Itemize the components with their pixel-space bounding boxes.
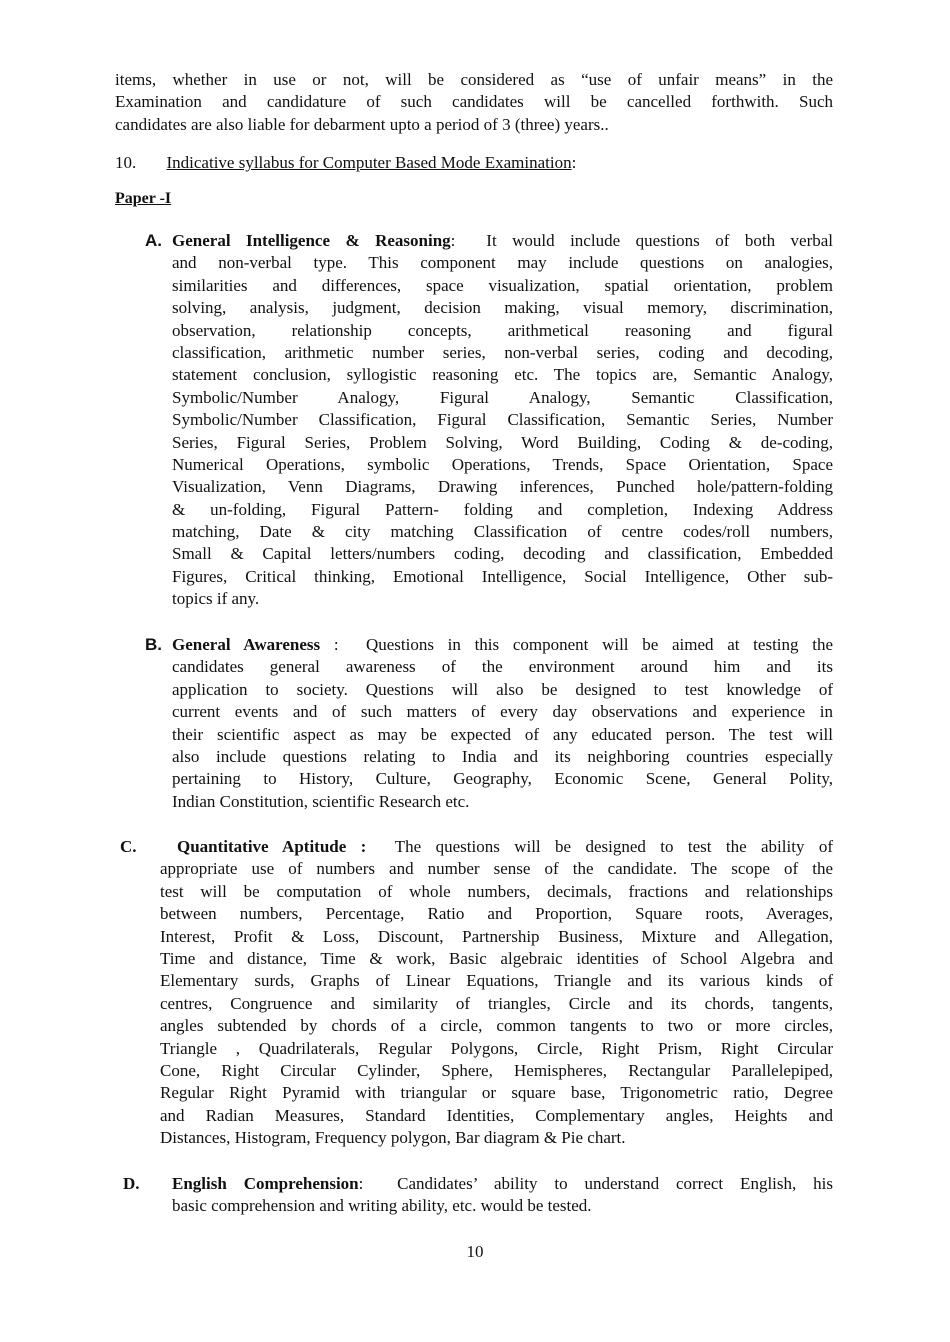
text-line: Indian Constitution, scientific Research etc. <box>172 791 470 811</box>
item-text: : Questions in this component will be aimed at testing the <box>320 635 833 654</box>
text-line: current events and of such matters of every day observations and experience in <box>172 702 833 722</box>
text-line: matching, Date & city matching Classification of centre codes/roll numbers, <box>172 522 833 542</box>
text-line: Visualization, Venn Diagrams, Drawing inferences, Punched hole/pattern-folding <box>172 477 833 497</box>
text-line <box>172 230 833 252</box>
text-line: appropriate use of numbers and number sense of the candidate. The scope of the <box>160 859 833 879</box>
item-label: A. <box>145 231 162 250</box>
section-title: Indicative syllabus for Computer Based Mode Examination <box>166 153 572 172</box>
text-line: Elementary surds, Graphs of Linear Equations, Triangle and its various kinds of <box>160 971 833 991</box>
text-line: candidates general awareness of the environment around him and its <box>172 657 833 677</box>
text-line: statement conclusion, syllogistic reasoning etc. The topics are, Semantic Analogy, <box>172 365 833 385</box>
item-text: The questions will be designed to test the ability of <box>366 837 833 856</box>
item-title: Quantitative Aptitude : <box>177 837 367 856</box>
intro-paragraph <box>115 69 833 136</box>
text-line: also include questions relating to India and its neighboring countries especially <box>172 746 833 766</box>
text-line: and non-verbal type. This component may include questions on analogies, <box>172 253 833 273</box>
text-line: solving, analysis, judgment, decision making, visual memory, discrimination, <box>172 298 833 318</box>
page-number: 10 <box>466 1242 484 1261</box>
item-title: General Awareness <box>172 635 321 654</box>
text-line: similarities and differences, space visualization, spatial orientation, problem <box>172 275 833 295</box>
text-line: Small & Capital letters/numbers coding, decoding and classification, Embedded <box>172 544 833 564</box>
text-line: classification, arithmetic number series, non-verbal series, coding and decoding, <box>172 342 833 362</box>
text-line: angles subtended by chords of a circle, common tangents to two or more circles, <box>160 1016 833 1036</box>
item-label: D. <box>123 1174 140 1193</box>
text-line: Time and distance, Time & work, Basic algebraic identities of School Algebra and <box>160 948 833 968</box>
item-title: General Intelligence & Reasoning <box>172 231 451 250</box>
text-line: basic comprehension and writing ability, etc. would be tested. <box>172 1196 592 1216</box>
text-line: items, whether in use or not, will be considered as “use of unfair means” in the <box>115 70 833 89</box>
text-line <box>172 1173 833 1195</box>
text-line: Numerical Operations, symbolic Operations, Trends, Space Orientation, Space <box>172 454 833 474</box>
text-line: Distances, Histogram, Frequency polygon, Bar diagram & Pie chart. <box>160 1128 626 1148</box>
item-text: : It would include questions of both verbal <box>450 231 834 250</box>
text-line: Interest, Profit & Loss, Discount, Partnership Business, Mixture and Allegation, <box>160 926 833 946</box>
text-line <box>160 836 833 858</box>
text-line: centres, Congruence and similarity of triangles, Circle and its chords, tangents, <box>160 993 833 1013</box>
text-line: their scientific aspect as may be expected of any educated person. The test will <box>172 724 833 744</box>
section-number: 10. <box>115 153 137 172</box>
text-line: Symbolic/Number Analogy, Figural Analogy, Semantic Classification, <box>172 387 833 407</box>
text-line: observation, relationship concepts, arithmetical reasoning and figural <box>172 320 833 340</box>
text-line: Triangle , Quadrilaterals, Regular Polygons, Circle, Right Prism, Right Circular <box>160 1038 833 1058</box>
item-label: B. <box>145 635 162 654</box>
text-line: candidates are also liable for debarment upto a period of 3 (three) years.. <box>115 114 609 134</box>
item-label: C. <box>120 837 137 856</box>
paper-heading: Paper -I <box>115 190 172 207</box>
text-line: Figures, Critical thinking, Emotional Intelligence, Social Intelligence, Other sub- <box>172 566 833 586</box>
text-line: Symbolic/Number Classification, Figural Classification, Semantic Series, Number <box>172 410 833 430</box>
item-text: : Candidates’ ability to understand correct English, his <box>358 1174 833 1193</box>
text-line: application to society. Questions will also be designed to test knowledge of <box>172 679 833 699</box>
text-line: Regular Right Pyramid with triangular or square base, Trigonometric ratio, Degree <box>160 1083 833 1103</box>
text-line <box>172 634 833 656</box>
text-line: & un-folding, Figural Pattern- folding and completion, Indexing Address <box>172 499 833 519</box>
text-line: Series, Figural Series, Problem Solving, Word Building, Coding & de-coding, <box>172 432 833 452</box>
text-line: and Radian Measures, Standard Identities, Complementary angles, Heights and <box>160 1105 833 1125</box>
text-line: between numbers, Percentage, Ratio and Proportion, Square roots, Averages, <box>160 904 833 924</box>
text-line: test will be computation of whole numbers, decimals, fractions and relationships <box>160 881 833 901</box>
section-heading <box>115 152 833 174</box>
text-line: Cone, Right Circular Cylinder, Sphere, Hemispheres, Rectangular Parallelepiped, <box>160 1060 833 1080</box>
text-line: pertaining to History, Culture, Geography, Economic Scene, General Polity, <box>172 769 833 789</box>
text-line: topics if any. <box>172 589 260 609</box>
text-line: Examination and candidature of such candidates will be cancelled forthwith. Such <box>115 92 833 112</box>
section-colon: : <box>571 153 577 172</box>
item-title: English Comprehension <box>172 1174 359 1193</box>
